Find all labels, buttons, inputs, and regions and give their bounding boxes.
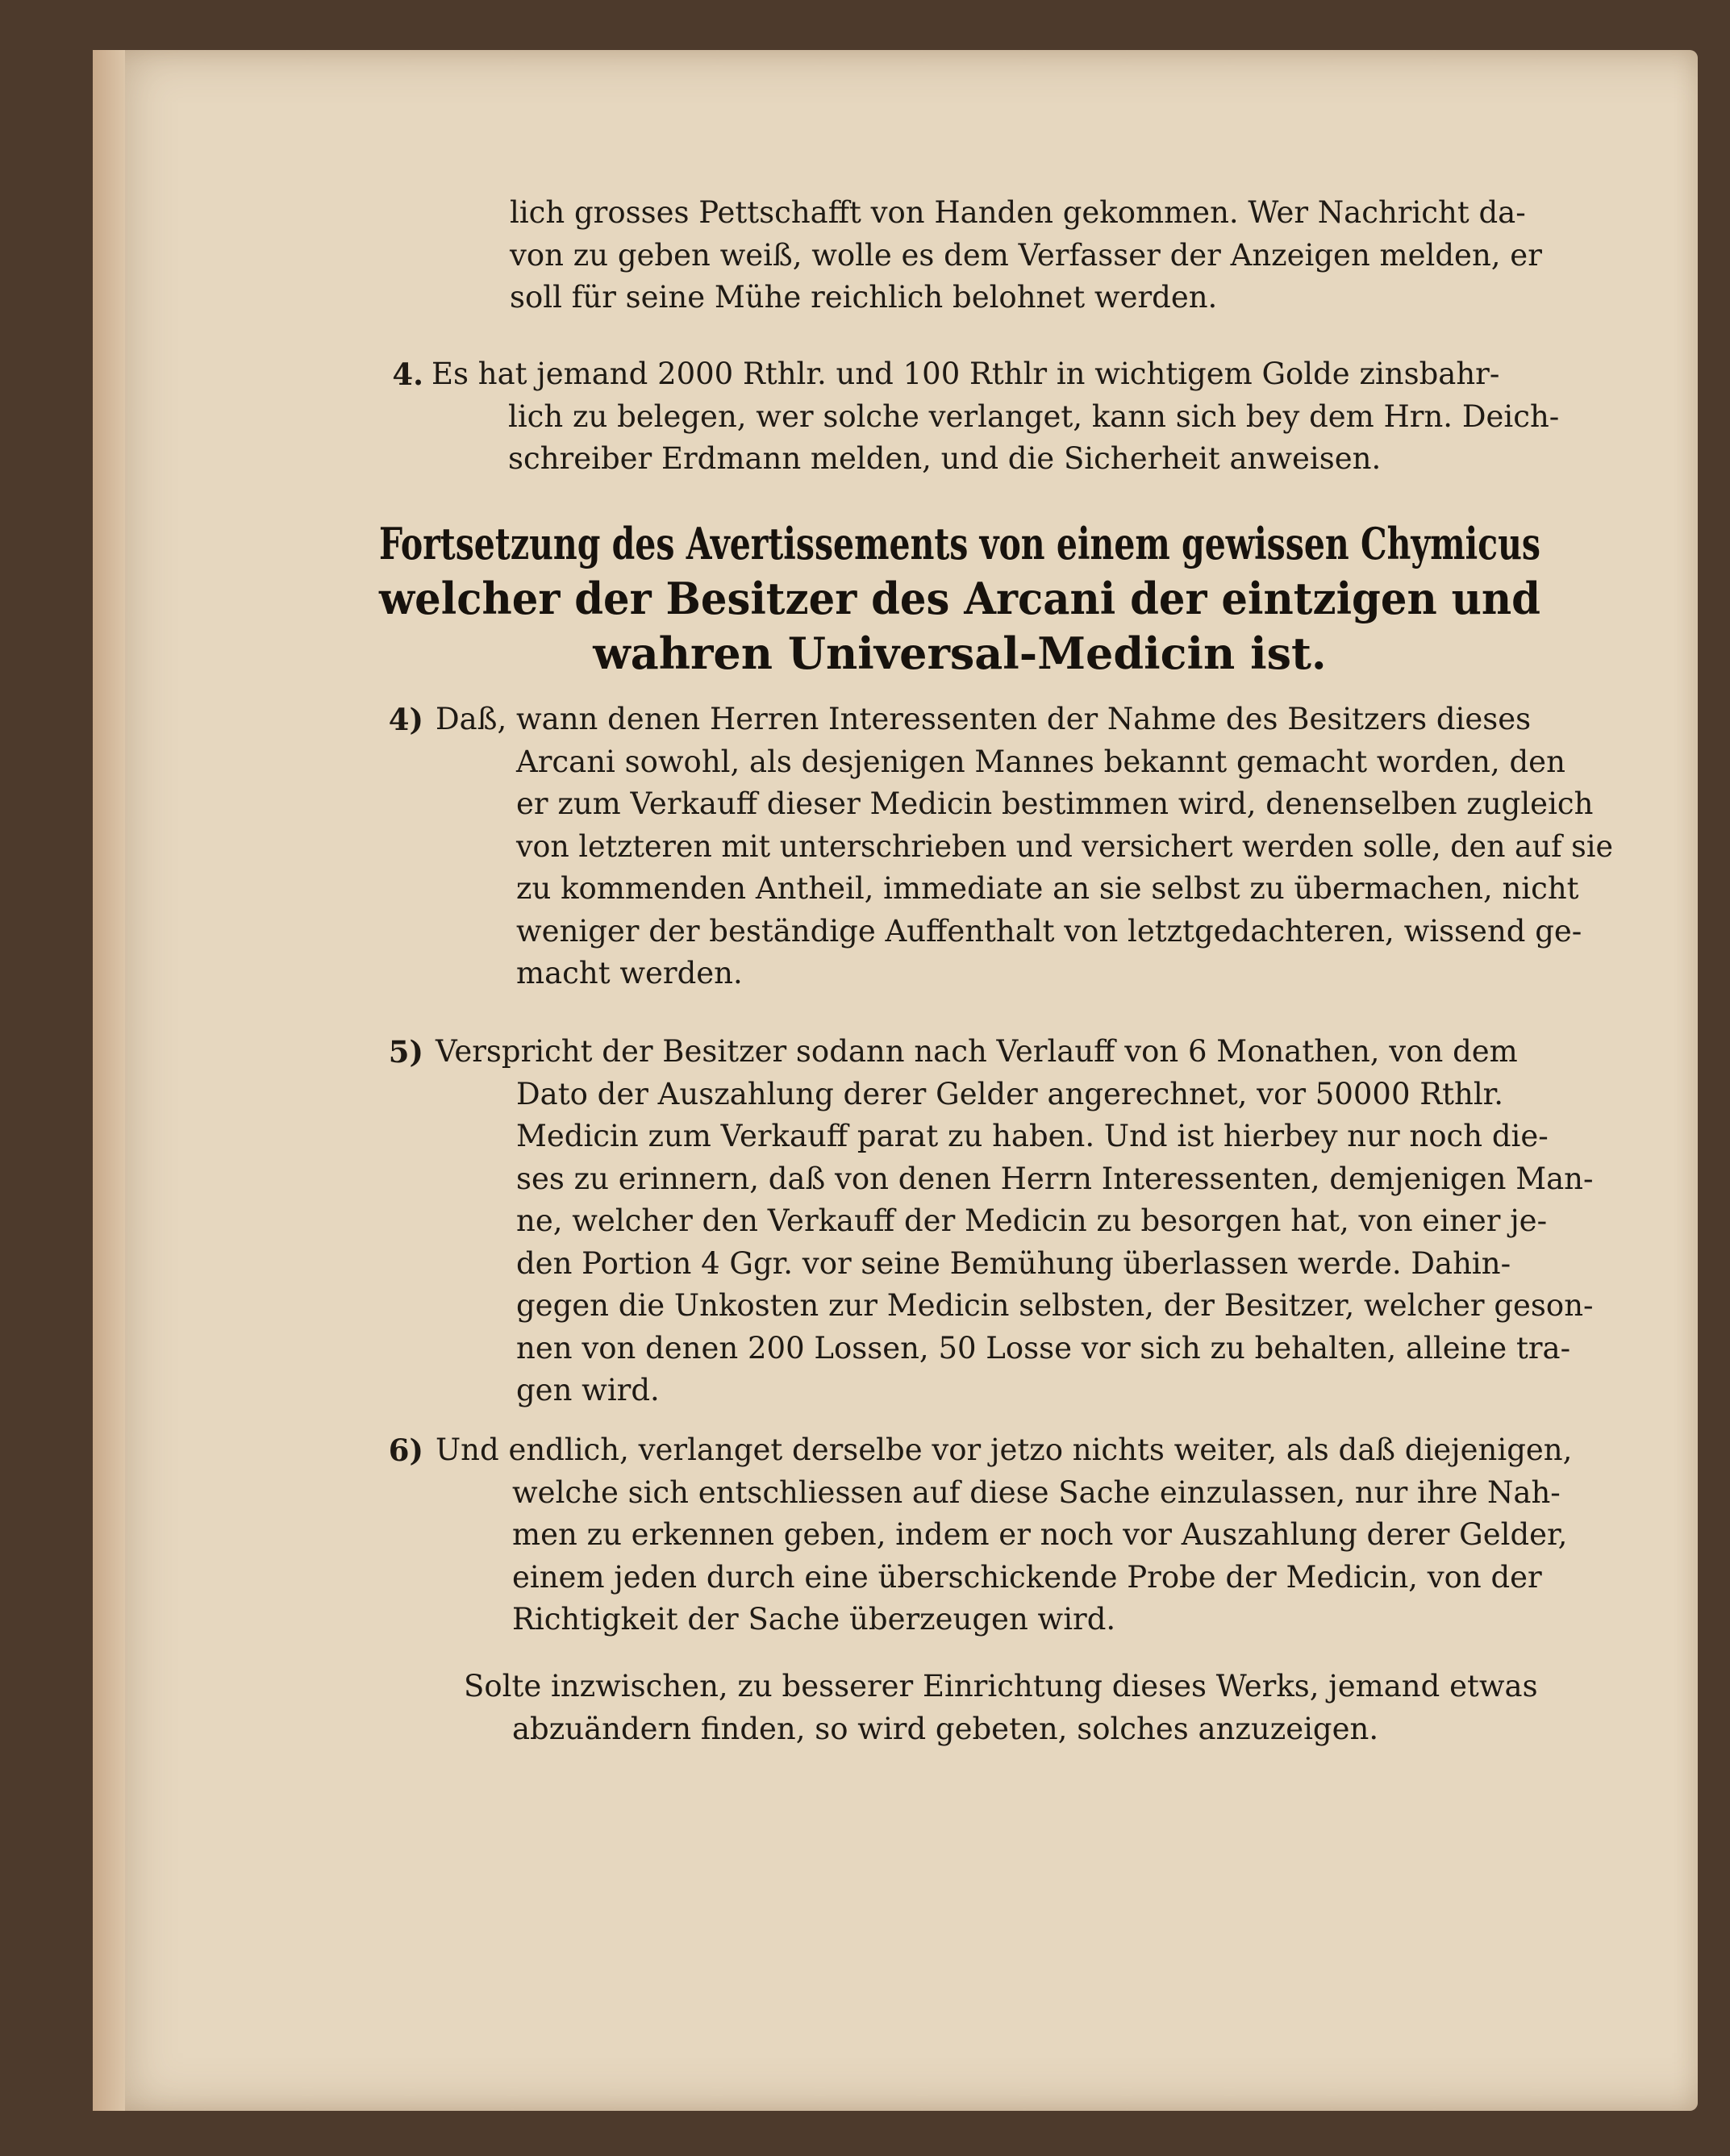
text-line: einem jeden durch eine überschickende Probe der Medicin, von der [512,1559,1542,1595]
text-line: Dato der Auszahlung derer Gelder angerechnet, vor 50000 Rthlr. [516,1076,1504,1111]
item-number: 6) [388,1432,423,1468]
text-line: er zum Verkauff dieser Medicin bestimmen wird, denenselben zugleich [516,786,1594,821]
text-line: Medicin zum Verkauff parat zu haben. Und ist hierbey nur noch die- [516,1119,1549,1153]
text-line: zu kommenden Antheil, immediate an sie selbst zu übermachen, nicht [516,871,1579,906]
text-line: Daß, wann denen Herren Interessenten der Nahme des Besitzers dieses [436,702,1532,736]
text-line: welche sich entschliessen auf diese Sache einzulassen, nur ihre Nah- [512,1474,1561,1510]
heading-line: welcher der Besitzer des Arcani der eintzigen und [379,573,1541,624]
text-line: men zu erkennen geben, indem er noch vor Auszahlung derer Gelder, [512,1517,1568,1552]
text-line: Und endlich, verlanget derselbe vor jetzo nichts weiter, als daß diejenigen, [436,1432,1573,1467]
point-4 [388,699,1613,995]
text-line: macht werden. [516,956,743,990]
closing-paragraph [464,1666,1609,1750]
text-line: lich grosses Pettschafft von Handen gekommen. Wer Nachricht da- [510,195,1526,230]
point-6 [388,1429,1613,1641]
continuation-paragraph [510,192,1607,319]
item-number: 4. [392,357,423,392]
text-line: abzuändern finden, so wird gebeten, solches anzuzeigen. [512,1711,1379,1746]
text-line: den Portion 4 Ggr. vor seine Bemühung überlassen werde. Dahin- [516,1245,1511,1281]
heading-line: wahren Universal-Medicin ist. [593,628,1327,679]
text-line: lich zu belegen, wer solche verlanget, kann sich bey dem Hrn. Deich- [508,398,1560,434]
notice-item-4 [392,353,1609,481]
text-line: weniger der beständige Auffenthalt von letztgedachteren, wissend ge- [516,913,1582,949]
text-line: Verspricht der Besitzer sodann nach Verlauff von 6 Monathen, von dem [436,1034,1518,1069]
point-5 [388,1031,1613,1412]
text-line: Solte inzwischen, zu besserer Einrichtung dieses Werks, jemand etwas [464,1669,1538,1704]
item-number: 4) [388,702,423,737]
text-line: von zu geben weiß, wolle es dem Verfasser der Anzeigen melden, er [510,237,1542,273]
text-line: nen von denen 200 Lossen, 50 Losse vor sich zu behalten, alleine tra- [516,1330,1571,1366]
text-line: von letzteren mit unterschrieben und versichert werden solle, den auf sie [516,828,1613,864]
text-line: gegen die Unkosten zur Medicin selbsten, der Besitzer, welcher geson- [516,1288,1594,1323]
text-line: Arcani sowohl, als desjenigen Mannes bekannt gemacht worden, den [516,744,1565,779]
section-heading [379,516,1540,681]
heading-line: Fortsetzung des Avertissements von einem gewissen Chymicus [379,518,1541,569]
text-line: Es hat jemand 2000 Rthlr. und 100 Rthlr in wichtigem Golde zinsbahr- [431,357,1500,391]
text-line: ses zu erinnern, daß von denen Herrn Interessenten, demjenigen Man- [516,1161,1594,1196]
text-line: ne, welcher den Verkauff der Medicin zu besorgen hat, von einer je- [516,1203,1548,1238]
text-line: gen wird. [516,1373,660,1407]
text-line: soll für seine Mühe reichlich belohnet werden. [510,280,1218,315]
page-gutter [93,50,125,2111]
item-number: 5) [388,1034,423,1070]
text-line: Richtigkeit der Sache überzeugen wird. [512,1602,1116,1637]
text-line: schreiber Erdmann melden, und die Sicherheit anweisen. [508,441,1382,476]
